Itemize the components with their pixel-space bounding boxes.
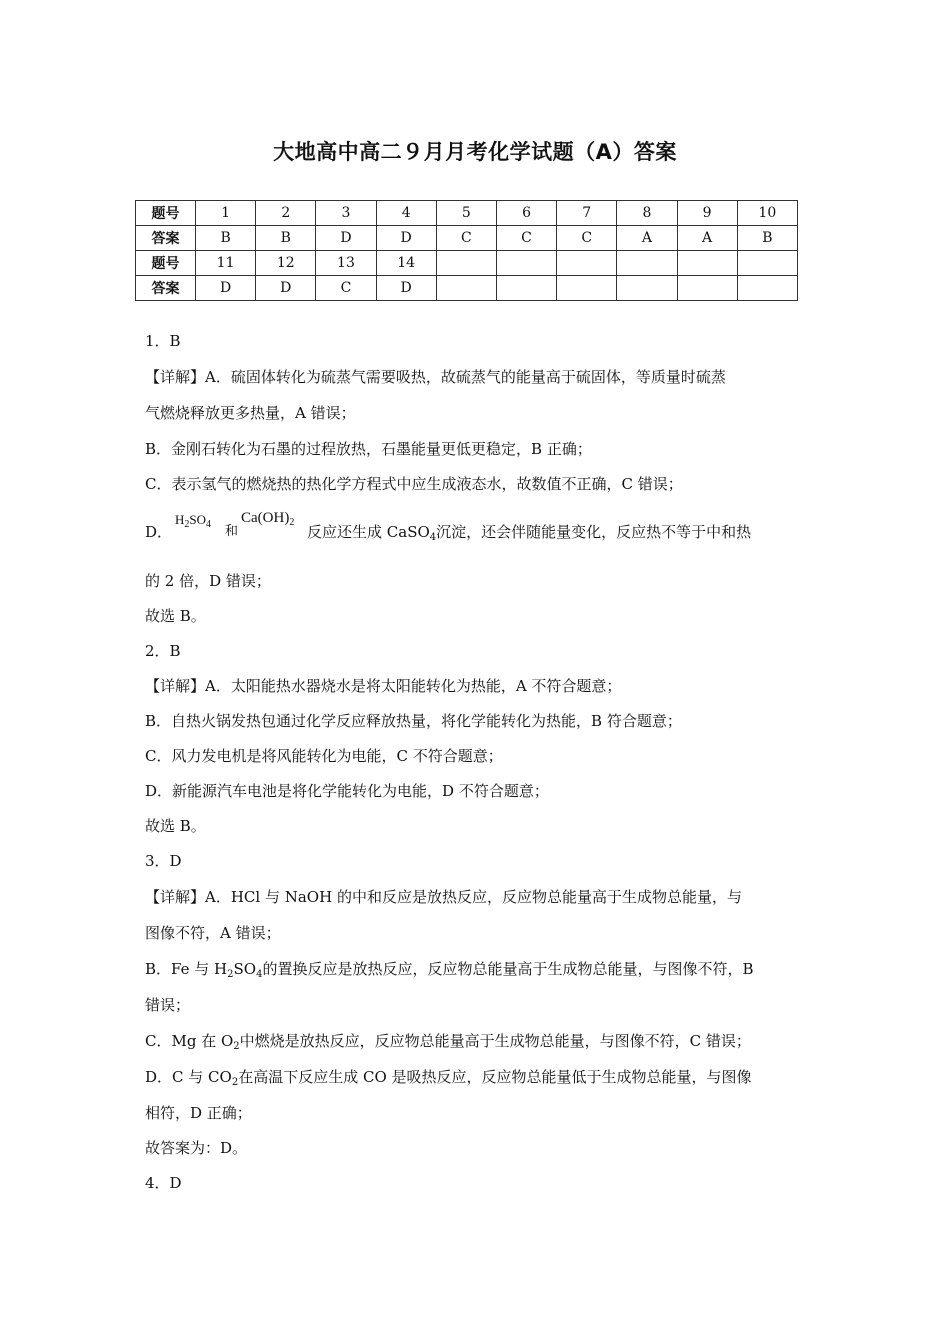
table-cell: 11 [196,251,256,276]
table-cell [617,251,677,276]
table-cell: 2 [256,201,316,226]
table-cell: 4 [376,201,436,226]
table-cell: B [737,226,797,251]
q2-line: B．自热火锅发热包通过化学反应释放热量，将化学能转化为热能，B 符合题意； [145,712,682,730]
table-cell [557,276,617,301]
table-cell: 3 [316,201,376,226]
table-row [136,226,798,251]
table-header-cell: 题号 [136,251,196,276]
table-cell: 7 [557,201,617,226]
q1-heading: 1．B [145,332,181,350]
table-cell: A [617,226,677,251]
table-cell: 9 [677,201,737,226]
table-cell: C [436,226,496,251]
q3-line: D．C 与 $CO_2$在高温下反应生成 CO 是吸热反应，反应物总能量低于生成物总能量，与图像 [145,1068,752,1088]
table-cell: 8 [617,201,677,226]
table-cell: 13 [316,251,376,276]
q1-line: B．金刚石转化为石墨的过程放热，石墨能量更低更稳定，B 正确； [145,440,592,458]
table-header-cell: 题号 [136,201,196,226]
table-header-cell: 答案 [136,226,196,251]
table-cell [436,251,496,276]
table-cell: 12 [256,251,316,276]
table-cell: D [376,226,436,251]
q1-line-formula [145,510,805,550]
table-cell: 1 [196,201,256,226]
q3-line: C．Mg 在 $O_2$中燃烧是放热反应，反应物总能量高于生成物总能量，与图像不符，C 错误； [145,1032,751,1052]
table-cell: A [677,226,737,251]
table-cell [496,251,556,276]
q1-line-rest: 反应还生成 CaSO$_4$沉淀，还会伴随能量变化，反应热不等于中和热 [307,523,752,543]
table-cell [496,276,556,301]
q1-line: 气燃烧释放更多热量，A 错误； [145,404,356,422]
q3-conclusion: 故答案为：D。 [145,1139,248,1157]
q3-heading: 3．D [145,852,182,870]
table-cell: C [316,276,376,301]
q2-line: D．新能源汽车电池是将化学能转化为电能，D 不符合题意； [145,782,549,800]
caoh2-formula: $Ca(OH)_2$ [241,510,295,528]
table-cell: C [557,226,617,251]
table-cell [677,251,737,276]
table-cell: D [316,226,376,251]
table-cell [557,251,617,276]
table-cell: D [256,276,316,301]
table-cell: 6 [496,201,556,226]
table-cell: 14 [376,251,436,276]
table-header-cell: 答案 [136,276,196,301]
table-cell [737,251,797,276]
table-cell: D [196,276,256,301]
q2-conclusion: 故选 B。 [145,817,206,835]
table-cell: C [496,226,556,251]
table-cell: B [196,226,256,251]
table-cell: D [376,276,436,301]
table-cell: B [256,226,316,251]
table-cell [436,276,496,301]
table-cell [677,276,737,301]
and-text: 和 [225,524,239,539]
table-row [136,201,798,226]
q1-line: C．表示氢气的燃烧热的热化学方程式中应生成液态水，故数值不正确，C 错误； [145,475,683,493]
q3-line: 错误； [145,996,191,1014]
answer-table [135,200,798,301]
q3-line: 【详解】A．HCl 与 NaOH 的中和反应是放热反应，反应物总能量高于生成物总能量，与 [145,888,742,906]
table-cell: 5 [436,201,496,226]
table-cell [617,276,677,301]
q2-line: 【详解】A．太阳能热水器烧水是将太阳能转化为热能，A 不符合题意； [145,677,622,695]
q1-line: 的 2 倍，D 错误； [145,572,271,590]
q3-line: 相符，D 正确； [145,1104,252,1122]
table-row [136,251,798,276]
page-title: 大地高中高二９月月考化学试题（A）答案 [273,140,677,164]
q3-line: B．Fe 与 $H_2SO_4$的置换反应是放热反应，反应物总能量高于生成物总能量，与图像不符，B [145,960,754,980]
table-cell: 10 [737,201,797,226]
table-cell [737,276,797,301]
table-row [136,276,798,301]
h2so4-formula: $H_2SO_4$ [175,512,212,530]
q4-heading: 4．D [145,1174,182,1192]
q3-line: 图像不符，A 错误； [145,924,281,942]
q2-heading: 2．B [145,642,181,660]
q1-line: 【详解】A．硫固体转化为硫蒸气需要吸热，故硫蒸气的能量高于硫固体，等质量时硫蒸 [145,368,726,386]
q1-conclusion: 故选 B。 [145,607,206,625]
q2-line: C．风力发电机是将风能转化为电能，C 不符合题意； [145,747,503,765]
option-label: D． [145,523,173,541]
